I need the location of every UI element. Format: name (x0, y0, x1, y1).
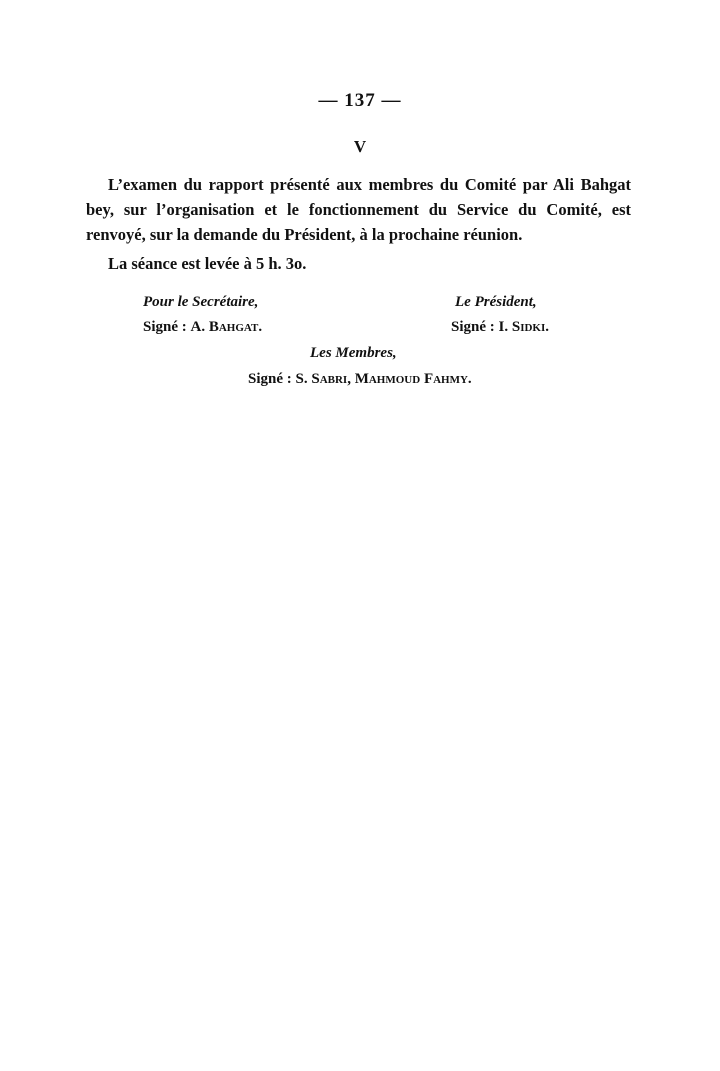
members-signature (248, 369, 472, 389)
president-signature (451, 317, 549, 337)
secretary-signature (143, 317, 262, 337)
members-signature-title: Les Membres, (310, 345, 397, 361)
president-signed-prefix: Signé : (451, 319, 499, 335)
president-name: I. Sidki. (498, 319, 550, 335)
president-signature-title: Le Président, (455, 294, 537, 310)
secretary-name: A. Bahgat. (190, 319, 263, 335)
page-number: — 137 — (318, 90, 402, 111)
secretary-signed-prefix: Signé : (143, 319, 191, 335)
secretary-signature-title: Pour le Secrétaire, (143, 294, 259, 310)
body-paragraph-seance-levee: La séance est levée à 5 h. 3o. (108, 254, 307, 273)
members-names: S. Sabri, Mahmoud Fahmy. (295, 371, 472, 387)
section-numeral: V (353, 137, 367, 156)
members-signed-prefix: Signé : (248, 371, 296, 387)
body-paragraph-examen: L’examen du rapport présenté aux membres du Comité par Ali Bahgat bey, sur l’organisation et le fonctionnement du Service du Comité, est renvoyé, sur la demande du Président, à la prochaine réunion. (86, 175, 631, 244)
